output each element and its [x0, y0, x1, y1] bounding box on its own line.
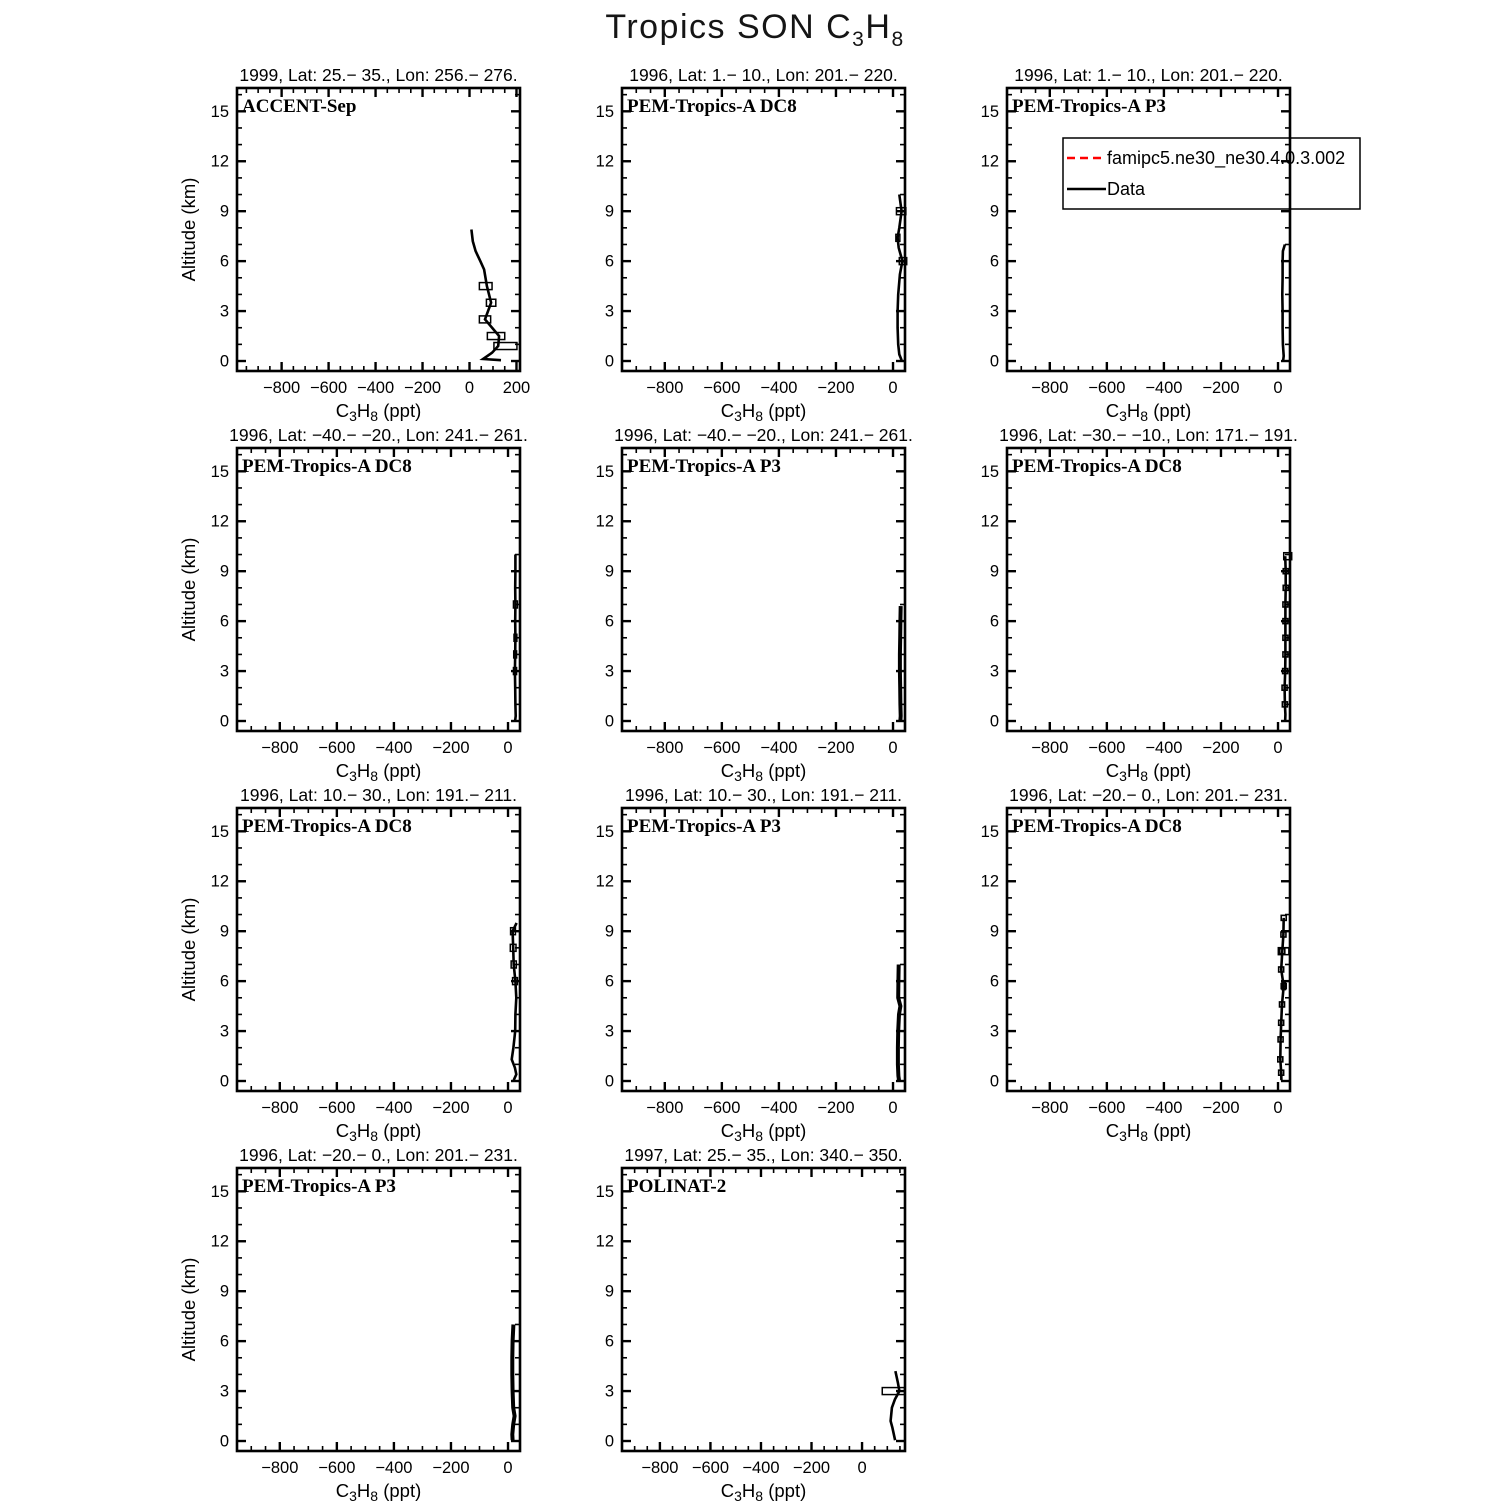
y-tick-label: 9 [604, 922, 614, 941]
y-tick-label: 0 [604, 1072, 614, 1091]
y-tick-label: 15 [980, 102, 999, 121]
y-axis-title: Altitude (km) [178, 537, 199, 642]
x-axis-title-part: C [1105, 400, 1120, 421]
y-tick-label: 12 [980, 152, 999, 171]
x-axis-title-part: H [741, 1120, 756, 1141]
x-axis-title [1106, 400, 1192, 424]
x-tick-label: −400 [760, 1099, 798, 1117]
x-axis-title-part: (ppt) [1148, 1120, 1192, 1141]
data-line [515, 555, 516, 721]
panel-10-pem-tropics-a-p3 [178, 1145, 520, 1504]
x-tick-label: −200 [792, 1459, 831, 1477]
panel-header: 1996, Lat: 10.− 30., Lon: 191.− 211. [625, 785, 902, 805]
y-tick-label: 0 [989, 352, 999, 371]
panel-header: 1996, Lat: −40.− −20., Lon: 241.− 261. [614, 425, 913, 445]
y-tick-label: 9 [604, 1282, 614, 1301]
y-tick-label: 3 [604, 302, 614, 321]
y-tick-label: 15 [595, 1182, 614, 1201]
x-tick-label: −800 [646, 1099, 684, 1117]
y-axis-title: Altitude (km) [178, 1257, 199, 1362]
y-tick-label: 6 [219, 972, 229, 991]
y-tick-label: 3 [604, 1022, 614, 1041]
y-tick-label: 15 [210, 1182, 229, 1201]
panel-label: PEM-Tropics-A P3 [627, 816, 781, 837]
panel-label: PEM-Tropics-A DC8 [242, 816, 412, 837]
y-tick-label: 0 [219, 352, 229, 371]
x-tick-label: 0 [1273, 379, 1283, 397]
x-tick-label: 0 [888, 1099, 898, 1117]
x-axis-title-part: C [1105, 1120, 1120, 1141]
x-axis-title-part: C [1105, 760, 1120, 781]
panel-label: PEM-Tropics-A DC8 [1012, 816, 1182, 837]
x-tick-label: −400 [1145, 1099, 1183, 1117]
legend [1063, 138, 1360, 209]
panel-label: PEM-Tropics-A DC8 [242, 456, 412, 477]
y-tick-label: 0 [219, 1432, 229, 1451]
x-tick-label: 0 [888, 739, 898, 757]
x-tick-label: −200 [1202, 739, 1240, 757]
x-axis-title-part: (ppt) [763, 400, 807, 421]
x-axis-title-part: 3 [349, 768, 357, 784]
y-tick-label: 15 [210, 822, 229, 841]
axis-frame [622, 88, 905, 371]
panel-8-pem-tropics-a-p3 [596, 785, 905, 1144]
x-tick-label: −800 [1031, 379, 1069, 397]
panel-header: 1996, Lat: 1.− 10., Lon: 201.− 220. [629, 65, 898, 85]
y-tick-label: 12 [595, 512, 614, 531]
x-tick-label: −200 [817, 1099, 855, 1117]
x-axis-title-part: 3 [734, 408, 742, 424]
x-axis-title [336, 1120, 422, 1144]
y-tick-label: 0 [219, 712, 229, 731]
figure-title-text: Tropics SON C [605, 8, 853, 46]
x-tick-label: −600 [1088, 379, 1126, 397]
x-tick-label: 200 [502, 379, 531, 397]
x-axis-title-part: (ppt) [763, 1120, 807, 1141]
x-axis-title-part: 3 [1119, 1128, 1127, 1144]
x-tick-label: 0 [1273, 1099, 1283, 1117]
y-tick-label: 12 [210, 872, 229, 891]
y-tick-label: 6 [219, 252, 229, 271]
panel-label: PEM-Tropics-A P3 [242, 1176, 396, 1197]
figure-title-h: H [865, 8, 892, 46]
x-axis-title-part: 3 [1119, 408, 1127, 424]
x-tick-label: −400 [1145, 379, 1183, 397]
data-line [891, 1371, 900, 1440]
y-tick-label: 15 [980, 462, 999, 481]
x-tick-label: −200 [817, 739, 855, 757]
y-tick-label: 3 [989, 662, 999, 681]
x-axis-title-part: H [1126, 760, 1141, 781]
panel-4-pem-tropics-a-dc8 [178, 425, 528, 784]
x-axis-title-part: H [356, 1480, 371, 1501]
x-tick-label: −600 [703, 379, 741, 397]
y-tick-label: 12 [595, 152, 614, 171]
x-axis-title-part: 3 [734, 1128, 742, 1144]
y-tick-label: 3 [219, 1022, 229, 1041]
y-tick-label: 0 [604, 712, 614, 731]
x-tick-label: −200 [403, 379, 442, 397]
x-tick-label: −400 [760, 379, 798, 397]
y-tick-label: 15 [595, 822, 614, 841]
y-tick-label: 0 [989, 1072, 999, 1091]
figure-title-sub8: 8 [891, 27, 905, 51]
x-tick-label: −600 [1088, 1099, 1126, 1117]
y-tick-label: 0 [219, 1072, 229, 1091]
x-tick-label: −200 [432, 1459, 470, 1477]
point-marker [1281, 915, 1286, 920]
y-tick-label: 9 [219, 562, 229, 581]
panel-label: POLINAT-2 [627, 1176, 727, 1197]
x-tick-label: −200 [1202, 379, 1240, 397]
x-axis-title-part: (ppt) [378, 400, 422, 421]
data-line [900, 606, 901, 720]
x-axis-title-part: (ppt) [1148, 760, 1192, 781]
x-axis-title-part: H [741, 400, 756, 421]
y-tick-label: 12 [595, 872, 614, 891]
y-tick-label: 6 [989, 252, 999, 271]
y-tick-label: 12 [980, 872, 999, 891]
x-axis-title [721, 760, 807, 784]
x-axis-title-part: 8 [755, 1488, 764, 1504]
y-tick-label: 6 [604, 612, 614, 631]
x-tick-label: −600 [703, 739, 741, 757]
panel-label: PEM-Tropics-A P3 [627, 456, 781, 477]
axis-frame [1007, 88, 1290, 371]
y-tick-label: 3 [219, 302, 229, 321]
panel-header: 1996, Lat: −40.− −20., Lon: 241.− 261. [229, 425, 528, 445]
x-tick-label: −600 [318, 1459, 356, 1477]
legend-data-label: Data [1107, 179, 1146, 199]
panel-header: 1997, Lat: 25.− 35., Lon: 340.− 350. [624, 1145, 903, 1165]
y-tick-label: 9 [219, 202, 229, 221]
data-line [512, 1325, 514, 1441]
x-axis-title-part: 8 [755, 1128, 764, 1144]
panel-label: PEM-Tropics-A P3 [1012, 96, 1166, 117]
x-tick-label: −600 [691, 1459, 730, 1477]
y-axis-title: Altitude (km) [178, 177, 199, 282]
y-tick-label: 15 [980, 822, 999, 841]
y-tick-label: 9 [219, 922, 229, 941]
x-axis-title-part: C [720, 760, 735, 781]
y-tick-label: 15 [595, 462, 614, 481]
x-axis-title-part: (ppt) [378, 760, 422, 781]
x-axis-title-part: C [720, 1480, 735, 1501]
x-tick-label: −800 [646, 379, 684, 397]
x-axis-title-part: 8 [755, 768, 764, 784]
y-tick-label: 3 [219, 662, 229, 681]
x-axis-title-part: 8 [755, 408, 764, 424]
y-tick-label: 0 [989, 712, 999, 731]
x-tick-label: −200 [1202, 1099, 1240, 1117]
x-axis-title-part: (ppt) [378, 1120, 422, 1141]
y-tick-label: 9 [604, 202, 614, 221]
axis-frame [622, 448, 905, 731]
x-axis-title-part: (ppt) [1148, 400, 1192, 421]
x-axis-title-part: 8 [1140, 408, 1149, 424]
x-axis-title-part: H [741, 760, 756, 781]
x-tick-label: −600 [318, 1099, 356, 1117]
figure-title-sub3: 3 [852, 27, 866, 51]
y-tick-label: 6 [604, 1332, 614, 1351]
x-axis-title-part: (ppt) [763, 760, 807, 781]
x-tick-label: 0 [1273, 739, 1283, 757]
axis-frame [1007, 808, 1290, 1091]
x-axis-title-part: 3 [734, 1488, 742, 1504]
x-axis-title-part: 8 [370, 1488, 379, 1504]
x-axis-title-part: 3 [349, 1128, 357, 1144]
panel-6-pem-tropics-a-dc8 [981, 425, 1298, 784]
x-axis-title-part: C [720, 1120, 735, 1141]
y-tick-label: 6 [604, 252, 614, 271]
panel-header: 1996, Lat: 1.− 10., Lon: 201.− 220. [1014, 65, 1283, 85]
x-tick-label: −600 [1088, 739, 1126, 757]
panel-11-polinat-2 [596, 1145, 905, 1504]
data-line [898, 965, 901, 1081]
x-axis-title-part: 3 [1119, 768, 1127, 784]
x-axis-title-part: (ppt) [763, 1480, 807, 1501]
x-axis-title-part: 8 [1140, 1128, 1149, 1144]
x-axis-title-part: C [335, 1480, 350, 1501]
x-axis-title-part: H [1126, 1120, 1141, 1141]
x-tick-label: −200 [817, 379, 855, 397]
data-line [471, 230, 501, 361]
y-tick-label: 12 [210, 152, 229, 171]
x-axis-title [721, 1120, 807, 1144]
y-tick-label: 6 [219, 1332, 229, 1351]
y-tick-label: 9 [989, 922, 999, 941]
y-tick-label: 15 [595, 102, 614, 121]
x-tick-label: −800 [261, 1459, 299, 1477]
legend-model-label: famipc5.ne30_ne30.4.0.3.002 [1107, 148, 1346, 168]
x-axis-title-part: H [356, 1120, 371, 1141]
panel-header: 1996, Lat: −20.− 0., Lon: 201.− 231. [1009, 785, 1288, 805]
x-axis-title [1106, 760, 1192, 784]
x-tick-label: −800 [261, 1099, 299, 1117]
x-axis-title-part: 8 [370, 408, 379, 424]
x-tick-label: 0 [888, 379, 898, 397]
x-tick-label: −200 [432, 1099, 470, 1117]
y-tick-label: 9 [989, 202, 999, 221]
y-tick-label: 6 [989, 612, 999, 631]
x-axis-title [721, 400, 807, 424]
x-axis-title-part: 3 [349, 1488, 357, 1504]
data-line [1280, 918, 1283, 1080]
panel-1-accent-sep [178, 65, 530, 424]
x-tick-label: −800 [1031, 739, 1069, 757]
panel-5-pem-tropics-a-p3 [596, 425, 913, 784]
x-tick-label: 0 [503, 1099, 513, 1117]
x-tick-label: −400 [760, 739, 798, 757]
x-axis-title-part: H [741, 1480, 756, 1501]
y-tick-label: 12 [980, 512, 999, 531]
x-tick-label: −800 [263, 379, 301, 397]
y-tick-label: 6 [219, 612, 229, 631]
axis-frame [237, 88, 520, 371]
x-axis-title [721, 1480, 807, 1504]
x-axis-title-part: 8 [1140, 768, 1149, 784]
y-tick-label: 3 [604, 1382, 614, 1401]
panel-header: 1996, Lat: −20.− 0., Lon: 201.− 231. [239, 1145, 518, 1165]
x-tick-label: −200 [432, 739, 470, 757]
panel-header: 1996, Lat: −30.− −10., Lon: 171.− 191. [999, 425, 1298, 445]
axis-frame [622, 1168, 905, 1451]
y-tick-label: 3 [604, 662, 614, 681]
axis-frame [622, 808, 905, 1091]
x-axis-title-part: 3 [349, 408, 357, 424]
x-axis-title-part: (ppt) [378, 1480, 422, 1501]
y-tick-label: 3 [989, 302, 999, 321]
x-tick-label: −600 [310, 379, 348, 397]
y-tick-label: 9 [989, 562, 999, 581]
panel-label: PEM-Tropics-A DC8 [1012, 456, 1182, 477]
x-axis-title-part: C [335, 400, 350, 421]
y-tick-label: 6 [604, 972, 614, 991]
x-axis-title-part: C [335, 1120, 350, 1141]
panel-2-pem-tropics-a-dc8 [596, 65, 907, 424]
y-tick-label: 0 [604, 352, 614, 371]
y-tick-label: 9 [219, 1282, 229, 1301]
x-axis-title-part: C [335, 760, 350, 781]
data-line [1285, 556, 1286, 720]
x-tick-label: −400 [742, 1459, 780, 1477]
x-tick-label: 0 [857, 1459, 867, 1477]
x-axis-title [336, 1480, 422, 1504]
x-axis-title-part: 8 [370, 768, 379, 784]
panel-3-pem-tropics-a-p3 [981, 65, 1290, 424]
x-axis-title-part: H [1126, 400, 1141, 421]
y-tick-label: 12 [595, 1232, 614, 1251]
x-tick-label: −400 [375, 1099, 413, 1117]
axis-frame [237, 808, 520, 1091]
panel-header: 1996, Lat: 10.− 30., Lon: 191.− 211. [240, 785, 517, 805]
y-tick-label: 9 [604, 562, 614, 581]
axis-frame [237, 448, 520, 731]
panel-7-pem-tropics-a-dc8 [178, 785, 520, 1144]
x-axis-title-part: 3 [734, 768, 742, 784]
x-tick-label: −800 [1031, 1099, 1069, 1117]
panel-label: PEM-Tropics-A DC8 [627, 96, 797, 117]
x-axis-title [336, 760, 422, 784]
panel-label: ACCENT-Sep [242, 96, 357, 117]
axis-frame [1007, 448, 1290, 731]
panel-9-pem-tropics-a-dc8 [981, 785, 1290, 1144]
x-axis-title-part: C [720, 400, 735, 421]
x-tick-label: −400 [356, 379, 395, 397]
x-tick-label: −400 [1145, 739, 1183, 757]
panel-header: 1999, Lat: 25.− 35., Lon: 256.− 276. [239, 65, 518, 85]
x-axis-title [1106, 1120, 1192, 1144]
y-tick-label: 15 [210, 462, 229, 481]
y-tick-label: 0 [604, 1432, 614, 1451]
x-axis-title-part: H [356, 400, 371, 421]
x-axis-title-part: H [356, 760, 371, 781]
x-tick-label: −600 [318, 739, 356, 757]
x-tick-label: 0 [464, 379, 475, 397]
x-tick-label: −800 [641, 1459, 679, 1477]
x-tick-label: −400 [375, 1459, 413, 1477]
y-tick-label: 6 [989, 972, 999, 991]
x-tick-label: −800 [646, 739, 684, 757]
x-tick-label: 0 [503, 1459, 513, 1477]
axis-frame [237, 1168, 520, 1451]
y-axis-title: Altitude (km) [178, 897, 199, 1002]
y-tick-label: 3 [989, 1022, 999, 1041]
y-tick-label: 12 [210, 1232, 229, 1251]
x-axis-title [336, 400, 422, 424]
y-tick-label: 3 [219, 1382, 229, 1401]
x-axis-title-part: 8 [370, 1128, 379, 1144]
x-tick-label: 0 [503, 739, 513, 757]
x-tick-label: −800 [261, 739, 299, 757]
x-tick-label: −600 [703, 1099, 741, 1117]
y-tick-label: 12 [210, 512, 229, 531]
y-tick-label: 15 [210, 102, 229, 121]
x-tick-label: −400 [375, 739, 413, 757]
